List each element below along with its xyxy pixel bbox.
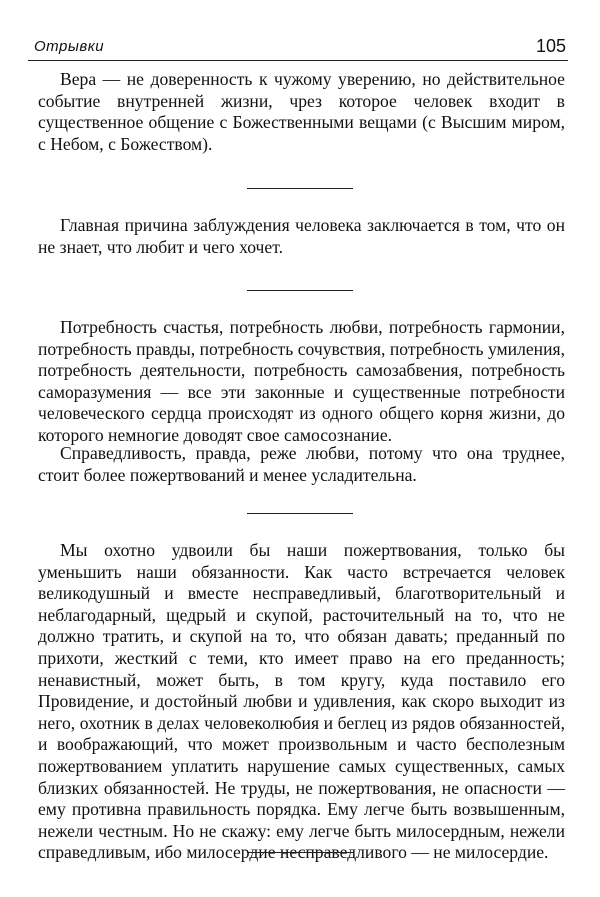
page-header bbox=[28, 34, 568, 61]
page-number: 105 bbox=[535, 36, 566, 56]
paragraph-delusion: Главная причина заблуждения человека заключается в том, что он не знает, что любит и чего хочет. bbox=[38, 215, 565, 257]
paragraph-needs: Потребность счастья, потребность любви, потребность гармонии, потребность правды, потребность сочувствия, потребность умиления, потребность деятельности, потребность самозабвения, потребность саморазумения — все эти законные и существенные потребности человеческого сердца происходят из одного общего корня жизни, до которого немногие доводят свое самосознание. bbox=[38, 317, 565, 445]
running-head: Отрывки bbox=[34, 38, 105, 55]
paragraph-justice: Справедливость, правда, реже любви, потому что она труднее, стоит более пожертвований и менее усладительна. bbox=[38, 443, 565, 485]
paragraph-faith: Вера — не доверенность к чужому уверению, но действительное событие внутренней жизни, чрез которое человек входит в существенное общение с Божественными вещами (с Высшим миром, с Небом, с Божеством). bbox=[38, 69, 565, 154]
section-separator bbox=[247, 852, 353, 853]
section-separator bbox=[247, 290, 353, 291]
section-separator bbox=[247, 188, 353, 189]
section-separator bbox=[247, 513, 353, 514]
paragraph-sacrifices: Мы охотно удвоили бы наши пожертвования, только бы уменьшить наши обязанности. Как часто встречается человек великодушный и вместе несправедливый, благотворительный и неблагодарный, щедрый и скупой, расточительный на то, что не должно тратить, и скупой на то, что обязан давать; преданный по прихоти, жесткий с теми, кто имеет право на его преданность; ненавистный, может быть, в том кругу, куда поставило его Провидение, и достойный любви и удивления, как скоро выходит из него, охотник в делах человеколюбия и беглец из рядов обязанностей, и воображающий, что может произвольным и часто бесполезным пожертвованием уплатить нарушение самых существенных, самых близких обязанностей. Не труды, не пожертвования, не опасности — ему противна правильность порядка. Ему легче быть возвышенным, нежели честным. Но не скажу: ему легче быть милосердным, нежели справедливым, ибо милосердие несправедливого — не милосердие. bbox=[38, 540, 565, 863]
